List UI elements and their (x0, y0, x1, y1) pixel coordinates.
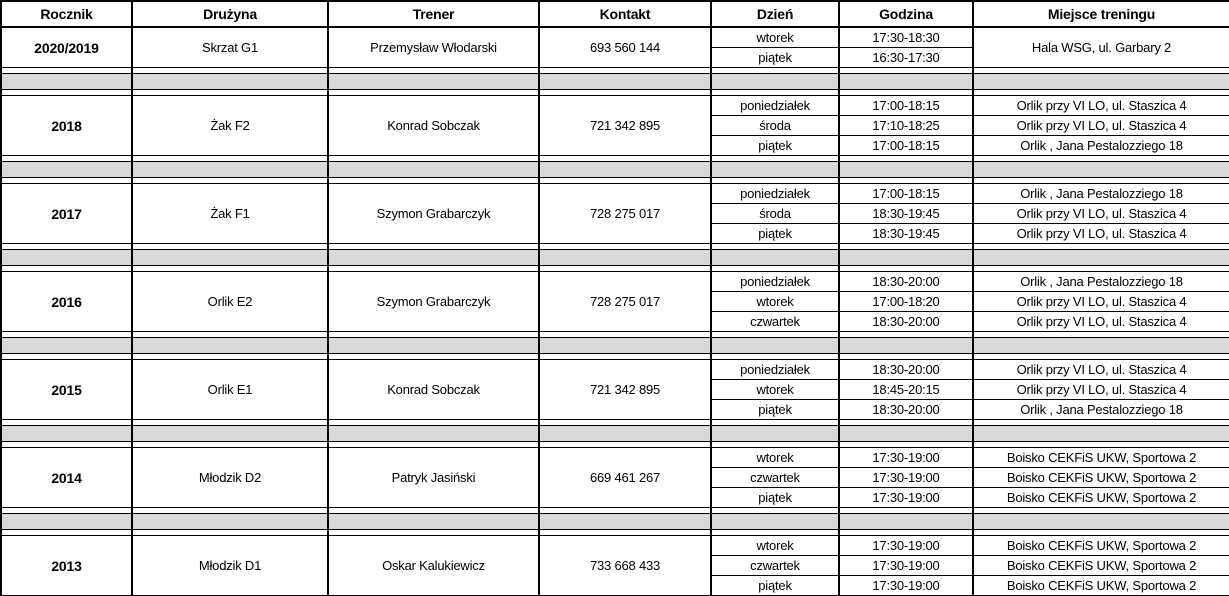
schedule-row (1, 536, 1229, 556)
schedule-row (1, 96, 1229, 116)
schedule-row (1, 448, 1229, 468)
separator-cell (1, 514, 132, 530)
year-cell: 2014 (1, 448, 132, 508)
time-cell: 16:30-17:30 (839, 48, 973, 68)
separator-cell (711, 74, 839, 90)
time-cell: 17:00-18:20 (839, 292, 973, 312)
separator-cell (1, 250, 132, 266)
phone-cell: 733 668 433 (539, 536, 711, 596)
team-cell: Młodzik D1 (132, 536, 328, 596)
separator-cell (328, 162, 539, 178)
separator-cell (839, 514, 973, 530)
separator-cell (839, 338, 973, 354)
day-cell: wtorek (711, 27, 839, 48)
separator-cell (839, 250, 973, 266)
separator-cell (539, 74, 711, 90)
phone-cell: 721 342 895 (539, 360, 711, 420)
phone-cell: 669 461 267 (539, 448, 711, 508)
separator-cell (132, 74, 328, 90)
day-cell: piątek (711, 576, 839, 596)
separator-cell (328, 250, 539, 266)
separator-cell (711, 162, 839, 178)
team-cell: Żak F1 (132, 184, 328, 244)
team-cell: Orlik E1 (132, 360, 328, 420)
separator-cell (973, 162, 1229, 178)
day-cell: poniedziałek (711, 360, 839, 380)
column-header-druzyna: Drużyna (132, 1, 328, 27)
day-cell: wtorek (711, 380, 839, 400)
schedule-row (1, 27, 1229, 48)
column-header-trener: Trener (328, 1, 539, 27)
coach-cell: Szymon Grabarczyk (328, 184, 539, 244)
separator-cell (132, 162, 328, 178)
phone-cell: 728 275 017 (539, 184, 711, 244)
time-cell: 17:30-19:00 (839, 488, 973, 508)
time-cell: 18:30-20:00 (839, 312, 973, 332)
coach-cell: Przemysław Włodarski (328, 27, 539, 68)
year-cell: 2013 (1, 536, 132, 596)
team-cell: Młodzik D2 (132, 448, 328, 508)
separator-cell (711, 426, 839, 442)
year-cell: 2020/2019 (1, 27, 132, 68)
separator-cell (973, 250, 1229, 266)
separator-cell (539, 162, 711, 178)
time-cell: 18:30-20:00 (839, 272, 973, 292)
venue-cell: Orlik przy VI LO, ul. Staszica 4 (973, 116, 1229, 136)
separator-cell (839, 74, 973, 90)
phone-cell: 721 342 895 (539, 96, 711, 156)
header-row (1, 1, 1229, 27)
separator-cell (1, 162, 132, 178)
year-cell: 2018 (1, 96, 132, 156)
separator-cell (973, 426, 1229, 442)
time-cell: 17:00-18:15 (839, 96, 973, 116)
separator-row (1, 426, 1229, 442)
coach-cell: Oskar Kalukiewicz (328, 536, 539, 596)
day-cell: piątek (711, 136, 839, 156)
time-cell: 18:30-20:00 (839, 360, 973, 380)
table-header (1, 1, 1229, 27)
time-cell: 17:30-18:30 (839, 27, 973, 48)
coach-cell: Konrad Sobczak (328, 360, 539, 420)
time-cell: 17:30-19:00 (839, 556, 973, 576)
day-cell: czwartek (711, 312, 839, 332)
phone-cell: 728 275 017 (539, 272, 711, 332)
separator-cell (711, 250, 839, 266)
day-cell: piątek (711, 224, 839, 244)
separator-cell (539, 514, 711, 530)
separator-cell (711, 338, 839, 354)
separator-row (1, 74, 1229, 90)
venue-cell: Orlik przy VI LO, ul. Staszica 4 (973, 312, 1229, 332)
separator-cell (539, 250, 711, 266)
day-cell: poniedziałek (711, 272, 839, 292)
year-cell: 2015 (1, 360, 132, 420)
schedule-row (1, 184, 1229, 204)
column-header-dzien: Dzień (711, 1, 839, 27)
schedule-row (1, 360, 1229, 380)
separator-cell (973, 74, 1229, 90)
day-cell: piątek (711, 488, 839, 508)
day-cell: środa (711, 204, 839, 224)
time-cell: 17:10-18:25 (839, 116, 973, 136)
time-cell: 17:30-19:00 (839, 448, 973, 468)
venue-cell: Orlik , Jana Pestalozziego 18 (973, 184, 1229, 204)
schedule-row (1, 272, 1229, 292)
time-cell: 17:30-19:00 (839, 536, 973, 556)
venue-cell: Orlik przy VI LO, ul. Staszica 4 (973, 96, 1229, 116)
time-cell: 18:30-19:45 (839, 204, 973, 224)
separator-row (1, 250, 1229, 266)
team-cell: Orlik E2 (132, 272, 328, 332)
separator-cell (973, 514, 1229, 530)
separator-cell (328, 338, 539, 354)
separator-cell (973, 338, 1229, 354)
coach-cell: Konrad Sobczak (328, 96, 539, 156)
separator-cell (711, 514, 839, 530)
separator-cell (839, 162, 973, 178)
venue-cell: Orlik , Jana Pestalozziego 18 (973, 272, 1229, 292)
column-header-miejsce-treningu: Miejsce treningu (973, 1, 1229, 27)
venue-cell: Boisko CEKFiS UKW, Sportowa 2 (973, 536, 1229, 556)
venue-cell: Boisko CEKFiS UKW, Sportowa 2 (973, 556, 1229, 576)
coach-cell: Patryk Jasiński (328, 448, 539, 508)
day-cell: wtorek (711, 448, 839, 468)
separator-cell (132, 514, 328, 530)
time-cell: 18:30-20:00 (839, 400, 973, 420)
column-header-godzina: Godzina (839, 1, 973, 27)
venue-cell: Orlik przy VI LO, ul. Staszica 4 (973, 360, 1229, 380)
column-header-rocznik: Rocznik (1, 1, 132, 27)
venue-cell: Orlik przy VI LO, ul. Staszica 4 (973, 380, 1229, 400)
day-cell: piątek (711, 400, 839, 420)
venue-cell: Boisko CEKFiS UKW, Sportowa 2 (973, 488, 1229, 508)
venue-cell: Boisko CEKFiS UKW, Sportowa 2 (973, 576, 1229, 596)
separator-cell (132, 250, 328, 266)
year-cell: 2016 (1, 272, 132, 332)
coach-cell: Szymon Grabarczyk (328, 272, 539, 332)
column-header-kontakt: Kontakt (539, 1, 711, 27)
venue-cell: Orlik przy VI LO, ul. Staszica 4 (973, 204, 1229, 224)
venue-cell: Boisko CEKFiS UKW, Sportowa 2 (973, 448, 1229, 468)
separator-cell (839, 426, 973, 442)
separator-cell (328, 74, 539, 90)
separator-row (1, 514, 1229, 530)
time-cell: 17:00-18:15 (839, 136, 973, 156)
venue-cell: Boisko CEKFiS UKW, Sportowa 2 (973, 468, 1229, 488)
venue-cell: Orlik przy VI LO, ul. Staszica 4 (973, 292, 1229, 312)
time-cell: 18:45-20:15 (839, 380, 973, 400)
year-cell: 2017 (1, 184, 132, 244)
time-cell: 17:30-19:00 (839, 468, 973, 488)
venue-cell: Hala WSG, ul. Garbary 2 (973, 27, 1229, 68)
team-cell: Skrzat G1 (132, 27, 328, 68)
separator-cell (1, 74, 132, 90)
separator-row (1, 162, 1229, 178)
day-cell: czwartek (711, 468, 839, 488)
separator-cell (328, 514, 539, 530)
time-cell: 17:00-18:15 (839, 184, 973, 204)
table-body (1, 27, 1229, 596)
venue-cell: Orlik , Jana Pestalozziego 18 (973, 136, 1229, 156)
time-cell: 18:30-19:45 (839, 224, 973, 244)
day-cell: środa (711, 116, 839, 136)
separator-cell (539, 338, 711, 354)
phone-cell: 693 560 144 (539, 27, 711, 68)
separator-cell (132, 426, 328, 442)
day-cell: piątek (711, 48, 839, 68)
team-cell: Żak F2 (132, 96, 328, 156)
separator-cell (1, 426, 132, 442)
day-cell: poniedziałek (711, 184, 839, 204)
separator-cell (1, 338, 132, 354)
time-cell: 17:30-19:00 (839, 576, 973, 596)
day-cell: czwartek (711, 556, 839, 576)
venue-cell: Orlik , Jana Pestalozziego 18 (973, 400, 1229, 420)
venue-cell: Orlik przy VI LO, ul. Staszica 4 (973, 224, 1229, 244)
day-cell: wtorek (711, 292, 839, 312)
day-cell: poniedziałek (711, 96, 839, 116)
separator-row (1, 338, 1229, 354)
separator-cell (328, 426, 539, 442)
separator-cell (539, 426, 711, 442)
separator-cell (132, 338, 328, 354)
day-cell: wtorek (711, 536, 839, 556)
